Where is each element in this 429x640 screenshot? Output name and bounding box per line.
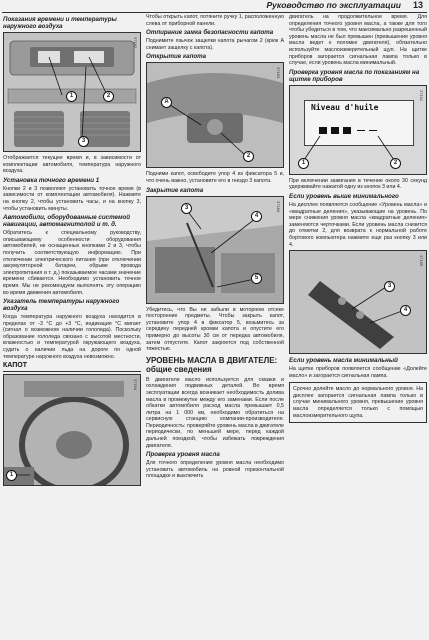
column-2	[146, 14, 284, 481]
section-title-close-hood: Закрытие капота	[146, 186, 204, 194]
figure-caption: Отображается текущее время и, в зависимости от комплектации автомобиля, температура наружного воздуха.	[3, 155, 141, 175]
section-text-min-level: На щитке приборов появляется сообщение «Долейте масло» и загорается сигнальная лампа.	[289, 366, 427, 379]
oil-level-message: Niveau d'huile	[311, 102, 379, 112]
callout-2: 2	[390, 158, 401, 169]
callout-A: A	[161, 97, 172, 108]
subsection-title-navigation: Автомобили, оборудованные системой навигации, автомагнитолой и т. д.	[3, 214, 131, 229]
figure-code: 37194	[133, 378, 138, 390]
section-title-min-level: Если уровень масла минимальный	[289, 357, 398, 365]
column-3	[289, 14, 427, 426]
hood-prop-figure	[146, 196, 284, 304]
section-title-dashboard-oil: Проверка уровня масла по показаниям на щитке приборов	[289, 68, 420, 83]
callout-4: 4	[400, 305, 411, 316]
figure-caption: Подними капот, освободите упор 4 из фиксатора 5 и, что очень важно, установите его в гнездо 3 капота.	[146, 171, 284, 184]
page-number: 13	[412, 0, 423, 10]
section-text-safety-latch: Поднимите язычок защелки капота рычагом 2 (крюк A снимает защелку с капота).	[146, 38, 284, 51]
callout-3: 3	[384, 281, 395, 292]
callout-1: 1	[66, 91, 77, 102]
figure-code: 37195	[419, 255, 424, 267]
callout-2: 2	[243, 151, 254, 162]
section-title-safety-latch: Отпирание замка безопасности капота	[146, 29, 274, 37]
figure-code: 37183	[276, 67, 281, 79]
page-header-title: Руководство по эксплуатации	[266, 0, 401, 10]
page-header	[2, 0, 427, 13]
callout-1: 1	[298, 158, 309, 169]
callout-4: 4	[251, 211, 262, 222]
dashboard-clock-figure	[3, 32, 141, 152]
hood-open-intro: Чтобы открыть капот, потяните ручку 1, расположенную слева от приборной панели.	[146, 14, 284, 27]
section-title-oil-level: УРОВЕНЬ МАСЛА В ДВИГАТЕЛЕ: общие сведения	[146, 355, 278, 374]
stalk-buttons-figure	[289, 250, 427, 354]
section-title-check-oil: Проверка уровня масла	[146, 451, 220, 459]
callout-3: 3	[78, 136, 89, 147]
figure-caption: При включении зажигания в течение около 30 секунд удерживайте нажатой одну из кнопок 3 или 4.	[289, 177, 427, 191]
subsection-title-outside-temp: Указатель температуры наружного воздуха	[3, 298, 120, 313]
figure-caption: Убедитесь, что Вы не забыли в моторном отсеке посторонние предметы. Чтобы закрыть капот, установите упор 4 в фиксатор 5, возьмитесь за середину передней кромки капота и опустите его примерно до высоты 30 см от передка автомобиля, затем отпустите. Капот закроется под собственной тяжестью.	[146, 306, 284, 353]
column-1	[3, 14, 141, 489]
callout-1: 1	[6, 470, 17, 481]
callout-3: 3	[181, 203, 192, 214]
section-text-oil-level: В двигателе масло используется для смазки и охлаждения подвижных деталей. Во время эксплуатации всегда возникает необходимость долива масла в промежутке между его заменами. Если после обкатки автомобиля расход масла превышает 0,5 литра на 1 000 км, необходимо обратиться на сервисную станцию компании-производителя. Периодичность: проверяйте уровень масла в двигателе периодически, по меньшей мере, перед каждой дальней поездкой, чтобы избежать повреждения двигателя.	[146, 376, 284, 449]
callout-lines	[290, 86, 426, 174]
figure-code: 37182	[133, 37, 138, 49]
callout-2: 2	[103, 91, 114, 102]
section-text-above-min: На дисплее появляется сообщение «Уровень масла» и «квадратные деления», указывающие на уровень. По мере снижения уровня масла «квадратные деления» заменяются черточками. Если уровень масла снизится до отметки 2, для возврата к нормальной работе бортового компьютера нажмите еще раз кнопку 3 или 4.	[289, 201, 427, 248]
subsection-title-set-time: Установка точного времени 1	[3, 176, 100, 184]
subsection-text-set-time: Кнопки 2 и 3 позволяют установить точное время (в зависимости от комплектации автомобиля). Нажмите на кнопку 2, чтобы установить часы, и на кнопку 3, чтобы установить минуты.	[3, 185, 141, 212]
subsection-text-navigation: Обратитесь к специальному руководству, описывающему особенности оборудования автомобилей, не оснащенных кнопками 2 и 3, чтобы получить соответствующую информацию. При отключении электрического питания (при отключении аккумуляторной батареи, обрыве провода электропитания и т. д.) показываемое часами значение времени сбивается. Необходимо установить точное время. Мы не рекомендуем выполнять эту операцию во время движения автомобиля.	[3, 230, 141, 296]
wiper-stalk-illustration	[290, 251, 426, 353]
hood-lever-figure	[3, 374, 141, 486]
figure-code: 37184	[276, 200, 281, 212]
section-title-open-hood: Открытие капота	[146, 53, 207, 61]
section-title-above-min: Если уровень выше минимального	[289, 192, 399, 200]
section-title-clock-temp: Показания времени и температуры наружного воздуха	[3, 16, 117, 30]
hood-latch-illustration	[147, 63, 283, 167]
oil-display-figure	[289, 85, 427, 175]
subsection-text-outside-temp: Когда температура наружного воздуха находится в пределах от -3 °C до +3 °C, индикация °C мигает (сигнал о возможном наличии гололеда). Поскольку образование гололеда связано с высотой местности, влажностью и температурой окружающего воздуха, судить о наличии льда на дороге по одной температуре наружного воздуха невозможно.	[3, 314, 141, 360]
warning-box: Срочно долейте масло до нормального уровня. На дисплее загорается сигнальная лампа только в случае минимального уровня, превышение уровня масла определяется только с помощью маслоизмерительного щупа.	[289, 382, 427, 423]
hood-latch-figure	[146, 62, 284, 168]
oil-check-continued: двигатель на продолжительное время. Для определения точного уровня масла, а также для того чтобы убедиться в том, что максимально разрешенный уровень масла не был превышен (превышение уровня масла ведет к поломке двигателя), обязательно используйте маслоизмерительный щуп. На щитке приборов загорается сигнальная лампа только в случае, если уровень масла минимальный.	[289, 14, 427, 67]
steering-wheel-illustration	[4, 375, 140, 485]
callout-5: 5	[251, 273, 262, 284]
engine-bay-illustration	[147, 197, 283, 303]
section-text-check-oil: Для точного определения уровня масла необходимо установить автомобиль на ровной горизонтальной площадке и выключить	[146, 460, 284, 480]
figure-code: 37191	[419, 89, 424, 101]
section-title-hood: КАПОТ	[3, 363, 141, 372]
